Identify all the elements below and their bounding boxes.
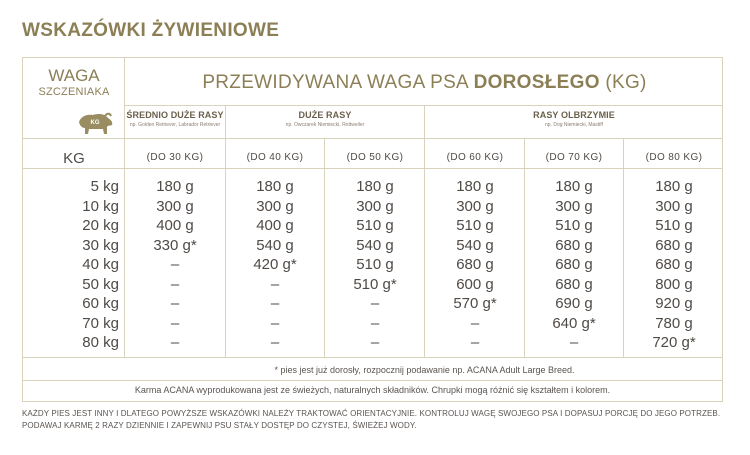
portion-cell: – [170, 256, 180, 273]
portion-cell: 300 g [156, 197, 194, 215]
portion-cell: – [569, 334, 579, 351]
page-title: WSKAZÓWKI ŻYWIENIOWE [22, 20, 280, 41]
portion-cell: 510 g [655, 217, 693, 234]
puppy-weight-cell: 80 kg [82, 334, 119, 351]
breed-group-example: np. Owczarek Niemiecki, Rottweiler [285, 122, 365, 128]
portion-cell: – [270, 314, 280, 332]
divider [23, 168, 723, 169]
feeding-disclaimer: KAŻDY PIES JEST INNY I DLATEGO POWYŻSZE WSKAZÓWKI NALEŻY TRAKTOWAĆ ORIENTACYJNIE. KONTROLUJ WAGĘ SWOJEGO PSA I DOPASUJ PORCJĘ DO JEGO POTRZEB. PODAWAJ KARMĘ 2 RAZY DZIENNIE I ZAPEWNIJ PSU STAŁY DOSTĘP DO CZYSTEJ, ŚWIEŻEJ WODY. [22, 409, 721, 430]
portion-cell: 300 g [456, 197, 494, 215]
dog-badge-text: KG [90, 120, 100, 126]
portion-cell: 180 g [356, 178, 394, 195]
portion-cell: 690 g [555, 295, 593, 312]
portion-cell: – [170, 314, 180, 332]
portion-cell: 600 g [456, 275, 494, 293]
portion-cell: 720 g* [652, 334, 696, 351]
puppy-weight-title: WAGA [48, 66, 100, 85]
column-header: (DO 40 KG) [246, 152, 304, 163]
portion-cell: 180 g [655, 178, 693, 195]
portion-cell: 510 g [555, 217, 593, 234]
portion-cell: 920 g [655, 295, 693, 312]
portion-cell: 640 g* [552, 314, 596, 332]
portion-cell: 680 g [555, 275, 593, 293]
column-header: (DO 80 KG) [645, 152, 703, 163]
breed-group-giant [425, 110, 723, 128]
portion-cell: 570 g* [453, 295, 497, 312]
column-header: (DO 30 KG) [146, 152, 204, 163]
ingredients-note: Karma ACANA wyprodukowana jest ze świeżych, naturalnych składników. Chrupki mogą różnić się kształtem i kolorem. [134, 385, 611, 395]
breed-group-example: np. Golden Retriever, Labrador Retriever [129, 122, 221, 128]
portion-cell: 510 g [456, 217, 494, 234]
portion-cell: 540 g [256, 236, 294, 254]
portion-cell: 510 g [356, 256, 394, 273]
portion-cell: 180 g [456, 178, 494, 195]
portion-cell: – [170, 275, 180, 293]
portion-cell: 680 g [555, 236, 593, 254]
feeding-table [22, 57, 723, 402]
portion-cell: 780 g [655, 314, 693, 332]
puppy-weight-cell: 70 kg [82, 314, 119, 332]
portion-cell: 400 g [256, 217, 294, 234]
puppy-weight-cell: 50 kg [82, 275, 119, 293]
kg-column-header: KG [63, 150, 85, 167]
portion-cell: 420 g* [253, 256, 297, 273]
portion-cell: 540 g [456, 236, 494, 254]
column-header: (DO 70 KG) [545, 152, 603, 163]
portion-cell: – [470, 334, 480, 351]
puppy-weight-cell: 20 kg [82, 217, 119, 234]
puppy-weight-cell: 40 kg [82, 256, 119, 273]
breed-group-medium-large [125, 110, 225, 128]
portion-cell: 300 g [655, 197, 693, 215]
portion-cell: 800 g [655, 275, 693, 293]
portion-cell: – [270, 275, 280, 293]
portion-cell: – [370, 334, 380, 351]
puppy-weight-cell: 10 kg [82, 197, 119, 215]
puppy-weight-cell: 5 kg [90, 178, 119, 195]
portion-cell: 180 g [555, 178, 593, 195]
breed-group-name: DUŻE RASY [298, 110, 352, 120]
portion-cell: 180 g [156, 178, 194, 195]
portion-cell: 680 g [655, 256, 693, 273]
portion-cell: 680 g [655, 236, 693, 254]
portion-cell: 510 g* [353, 275, 397, 293]
portion-cell: – [170, 295, 180, 312]
portion-cell: 300 g [356, 197, 394, 215]
dog-icon [75, 108, 115, 138]
portion-cell: 540 g [356, 236, 394, 254]
puppy-weight-subtitle: SZCZENIAKA [38, 86, 110, 98]
breed-group-large [226, 110, 424, 128]
divider [23, 357, 723, 358]
breed-group-example: np. Dog Niemiecki, Mastiff [545, 122, 603, 128]
predicted-weight-heading: PRZEWIDYWANA WAGA PSA DOROSŁEGO (KG) [202, 72, 647, 93]
portion-cell: – [470, 314, 480, 332]
breed-group-name: RASY OLBRZYMIE [533, 110, 615, 120]
portion-cell: – [370, 314, 380, 332]
puppy-weight-cell: 30 kg [82, 236, 119, 254]
adult-note: * pies jest już dorosły, rozpocznij podawanie np. ACANA Adult Large Breed. [274, 365, 575, 375]
portion-cell: 680 g [555, 256, 593, 273]
portion-cell: – [270, 295, 280, 312]
portion-cell: 300 g [555, 197, 593, 215]
divider [23, 380, 723, 381]
column-header: (DO 60 KG) [446, 152, 504, 163]
portion-cell: 510 g [356, 217, 394, 234]
portion-cell: 300 g [256, 197, 294, 215]
portion-cell: – [170, 334, 180, 351]
puppy-weight-cell: 60 kg [82, 295, 119, 312]
portion-cell: 330 g* [153, 236, 197, 254]
portion-cell: 400 g [156, 217, 194, 234]
portion-cell: 180 g [256, 178, 294, 195]
portion-cell: – [370, 295, 380, 312]
portion-cell: – [270, 334, 280, 351]
portion-cell: 680 g [456, 256, 494, 273]
column-header: (DO 50 KG) [346, 152, 404, 163]
divider [23, 138, 723, 139]
breed-group-name: ŚREDNIO DUŻE RASY [126, 110, 224, 120]
